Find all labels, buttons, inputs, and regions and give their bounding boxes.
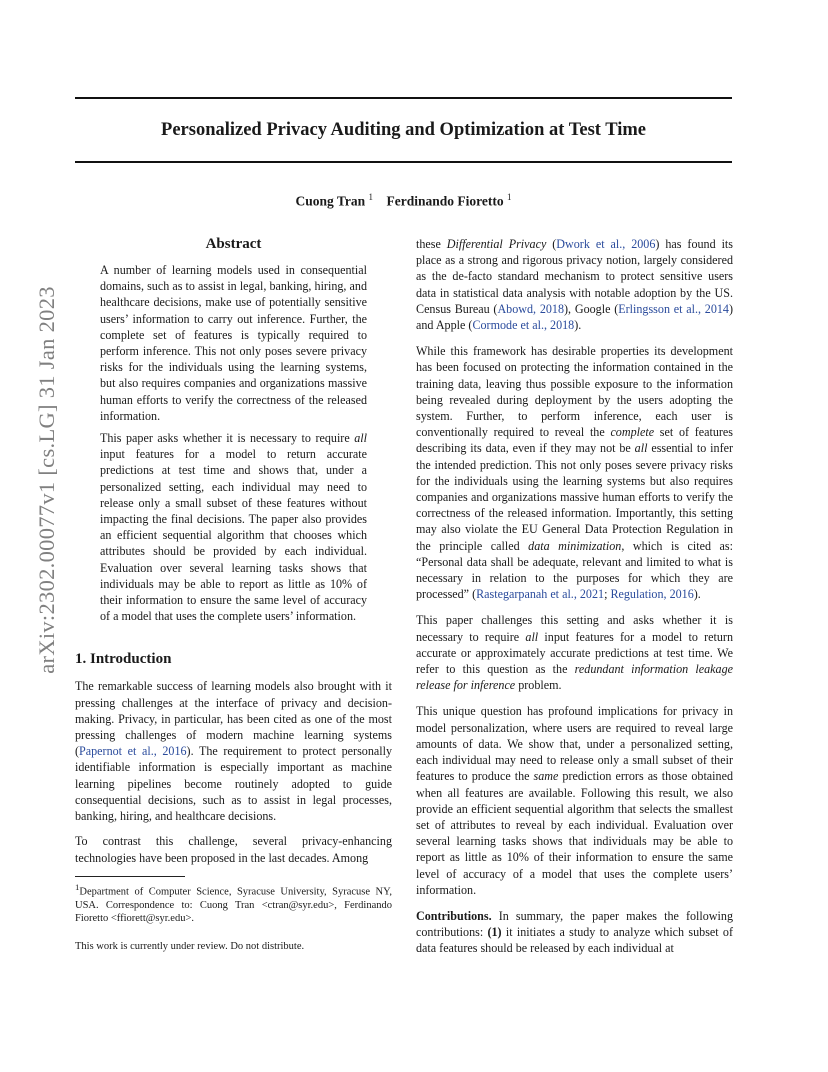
text-run: ), Google (	[564, 301, 619, 316]
text-run: This unique question has profound implications for privacy in model personalization, where users are required to reveal large amounts of data. We show that, under a personalized setting, each individual may need to release only a small subset of their features to produce the	[416, 704, 733, 784]
body-paragraph	[416, 908, 733, 957]
body-paragraph	[416, 703, 733, 897]
text-run: these	[416, 237, 447, 251]
bold-run: (1)	[487, 925, 502, 940]
abstract-paragraph: A number of learning models used in consequential domains, such as to assist in legal, banking, hiring, and healthcare decisions, make use of potentially sensitive users’ information to carry out inference. Further, the complete set of features is typically required to perform inference. This not only poses severe privacy risks for the individuals using the learning systems, but also requires companies and organizations massive human efforts to verify the correctness of the released information.	[100, 263, 367, 423]
text-run: ). The requirement to protect personally identifiable information is especially important as machine learning pipelines become routinely adopted to guide consequential decisions, such as to assist in legal processes, banking, hiring, and healthcare decisions.	[75, 744, 393, 824]
text-run: , which is cited as: “Personal data shall be adequate, relevant and limited to what is necessary in relation to the purposes for which they are processed” (	[416, 538, 733, 602]
text-run: ;	[604, 587, 611, 602]
text-run: This paper challenges this setting and asks whether it is necessary to require	[416, 613, 733, 644]
right-column	[416, 236, 733, 967]
text-run: ).	[574, 318, 582, 333]
body-paragraph	[75, 678, 392, 824]
body-paragraph	[416, 343, 733, 602]
footnote-mark: 1	[75, 881, 80, 892]
text-run: prediction errors as those obtained when all features are available. Following this result, we also provide an efficient sequential algorithm that selects the smallest set of attributes to reveal by each individual. Evaluation over several learning tasks shows that individuals may be able to report as little as 10% of their information to ensure the same level of accuracy of a model that uses the complete users’ information.	[416, 769, 733, 897]
citation-link[interactable]: Abowd, 2018	[497, 301, 565, 316]
text-run: ).	[693, 587, 701, 602]
text-run: This paper asks whether it is necessary to require	[100, 431, 355, 446]
author-name: Ferdinando Fioretto	[386, 193, 504, 209]
text-run: set of features describing its data, even if they may not be	[416, 425, 734, 456]
emphasis: all	[634, 441, 648, 456]
abstract-heading: Abstract	[205, 236, 262, 252]
text-run: While this framework has desirable properties its development has been focused on protecting the information contained in the training data, leaving thus possible exposure to the information being revealed during deployment by the users adopting the system. Further, to perform inference, each user is conventionally required to reveal the	[416, 344, 733, 440]
text-run: input features for a model to return accurate or approximately accurate predictions at test time. We refer to this question as the	[416, 629, 733, 677]
body-paragraph	[416, 612, 733, 693]
emphasis: complete	[610, 425, 655, 440]
citation-link[interactable]: Erlingsson et al., 2014	[618, 301, 729, 316]
citation-link[interactable]: Regulation, 2016	[610, 587, 694, 602]
affiliation-mark: 1	[507, 192, 512, 202]
text-run: ) and Apple (	[416, 301, 734, 333]
footnote-rule	[75, 876, 185, 877]
paper-title: Personalized Privacy Auditing and Optimization at Test Time	[161, 120, 646, 140]
footnote-affiliation	[75, 881, 392, 926]
emphasis: all	[525, 629, 539, 644]
abstract-paragraph	[75, 430, 392, 624]
author-line	[75, 192, 732, 210]
emphasis: Differential Privacy	[446, 237, 547, 251]
footnote-text: Department of Computer Science, Syracuse University, Syracuse NY, USA. Correspondence to: Cuong Tran <ctran@syr.edu>, Ferdinando Fioretto <ffiorett@syr.edu>.	[75, 886, 392, 925]
title-bottom-rule	[75, 161, 732, 163]
text-run: it initiates a study to analyze which subset of data features should be released by each individual at	[416, 925, 733, 956]
section-heading: 1. Introduction	[75, 651, 172, 668]
left-column	[75, 236, 392, 953]
bold-run: Contributions.	[416, 908, 492, 923]
body-paragraph	[416, 236, 733, 333]
author-name: Cuong Tran	[295, 193, 366, 209]
title-top-rule	[75, 97, 732, 99]
emphasis: all	[354, 431, 367, 446]
text-run: (	[546, 237, 557, 251]
review-notice: This work is currently under review. Do not distribute.	[75, 940, 305, 952]
citation-link[interactable]: Dwork et al., 2006	[556, 237, 656, 251]
text-run: In summary, the paper makes the following contributions:	[416, 908, 733, 940]
text-run: problem.	[515, 678, 562, 693]
arxiv-stamp: arXiv:2302.00077v1 [cs.LG] 31 Jan 2023	[34, 286, 59, 674]
text-run: The remarkable success of learning models also brought with it pressing challenges at the interface of privacy and decision-making. Privacy, in particular, has been cited as one of the most pressing challenges of modern machine learning systems (	[75, 679, 392, 759]
text-run: essential to infer the intended prediction. This not only poses severe privacy risks for the individuals using the learning systems but also requires companies and organizations massive human efforts to verify the correctness of the released information. Importantly, this setting may also violate the EU General Data Protection Regulation in the principle called	[416, 441, 733, 553]
text-run: ) has found its place as a strong and rigorous privacy notion, largely considered as the de-facto standard mechanism to protect sensitive users data in statistical data analysis with notable adoption by the US. Census Bureau (	[416, 237, 733, 316]
affiliation-mark: 1	[368, 192, 374, 202]
emphasis: same	[533, 769, 559, 784]
text-run: input features for a model to return accurate predictions at test time and shows that, under a personalized setting, each individual may need to release only a small subset of these features without impacting the final decisions. The paper also provides an efficient sequential algorithm that chooses which attributes should be provided by each individual. Evaluation over several learning tasks shows that individuals may be able to report as little as 10% of their information to ensure the same level of accuracy of a model that uses the complete users’ information.	[100, 447, 367, 624]
emphasis: redundant information leakage release for inference	[416, 662, 733, 693]
citation-link[interactable]: Cormode et al., 2018	[472, 318, 575, 333]
citation-link[interactable]: Rastegarpanah et al., 2021	[476, 587, 605, 602]
emphasis: data minimization	[528, 538, 622, 553]
body-paragraph: To contrast this challenge, several privacy-enhancing technologies have been proposed in the last decades. Among	[75, 834, 392, 865]
citation-link[interactable]: Papernot et al., 2016	[79, 744, 187, 759]
